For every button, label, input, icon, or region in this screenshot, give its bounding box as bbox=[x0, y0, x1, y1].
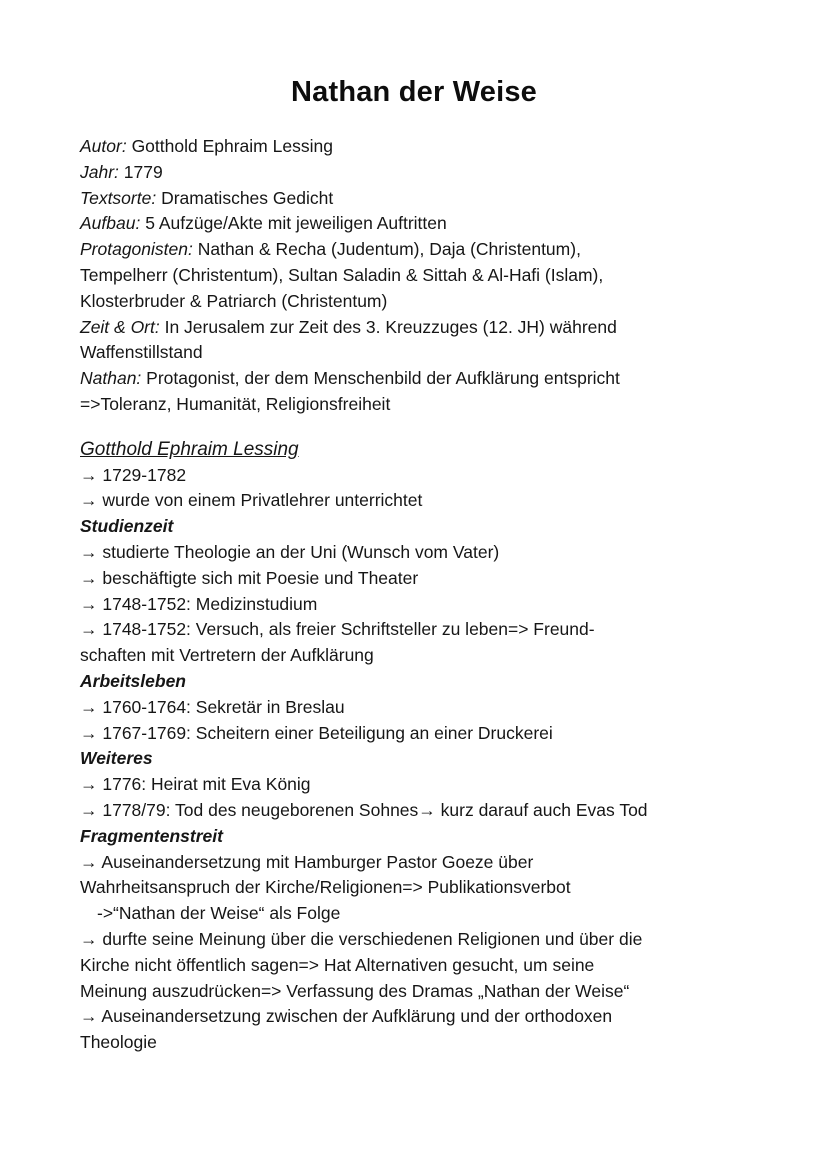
text-line bbox=[80, 186, 750, 212]
text-segment: → 1729-1782 bbox=[80, 464, 187, 485]
text-segment: → 1748-1752: Medizinstudium bbox=[80, 593, 318, 614]
text-segment: → beschäftigte sich mit Poesie und Theater bbox=[80, 567, 419, 588]
text-segment: Wahrheitsanspruch der Kirche/Religionen=> Publikationsverbot bbox=[80, 877, 571, 898]
text-segment: Klosterbruder & Patriarch (Christentum) bbox=[80, 290, 388, 311]
text-line bbox=[80, 1030, 750, 1056]
text-segment: → Auseinandersetzung zwischen der Aufklärung und der orthodoxen bbox=[80, 1006, 613, 1027]
text-line bbox=[80, 237, 750, 263]
subsection-heading bbox=[80, 514, 750, 540]
text-line bbox=[80, 340, 750, 366]
text-line bbox=[80, 366, 750, 392]
text-line bbox=[80, 850, 750, 876]
text-segment: Protagonisten: bbox=[80, 239, 193, 260]
text-segment: → wurde von einem Privatlehrer unterrichtet bbox=[80, 490, 423, 511]
text-line bbox=[80, 798, 750, 824]
text-segment: Protagonist, der dem Menschenbild der Aufklärung entspricht bbox=[141, 368, 620, 389]
text-line bbox=[80, 592, 750, 618]
text-line bbox=[80, 263, 750, 289]
document-body bbox=[80, 134, 750, 1056]
page-title: Nathan der Weise bbox=[290, 76, 538, 108]
text-segment: schaften mit Vertretern der Aufklärung bbox=[80, 645, 374, 666]
text-segment: ->“Nathan der Weise“ als Folge bbox=[97, 903, 341, 924]
text-segment: → 1748-1752: Versuch, als freier Schriftsteller zu leben=> Freund- bbox=[80, 619, 595, 640]
text-line bbox=[80, 160, 750, 186]
text-segment: Nathan: bbox=[80, 368, 142, 389]
text-line bbox=[80, 927, 750, 953]
text-segment: Weiteres bbox=[80, 748, 153, 769]
text-segment: Studienzeit bbox=[80, 516, 174, 537]
text-segment: → 1776: Heirat mit Eva König bbox=[80, 774, 311, 795]
text-line bbox=[80, 643, 750, 669]
text-segment: Textsorte: bbox=[80, 187, 157, 208]
section-heading bbox=[80, 437, 750, 463]
text-line bbox=[80, 540, 750, 566]
text-line bbox=[80, 901, 750, 927]
text-segment: 5 Aufzüge/Akte mit jeweiligen Auftritten bbox=[140, 213, 447, 234]
text-segment: Zeit & Ort: bbox=[80, 316, 160, 337]
text-segment: 1779 bbox=[118, 161, 163, 182]
subsection-heading bbox=[80, 669, 750, 695]
text-segment: Jahr: bbox=[80, 161, 119, 182]
subsection-heading bbox=[80, 746, 750, 772]
text-line bbox=[80, 695, 750, 721]
text-segment: Dramatisches Gedicht bbox=[156, 187, 334, 208]
text-segment: → 1767-1769: Scheitern einer Beteiligung an einer Druckerei bbox=[80, 722, 553, 743]
text-segment: Meinung auszudrücken=> Verfassung des Dramas „Nathan der Weise“ bbox=[80, 980, 630, 1001]
text-segment: Tempelherr (Christentum), Sultan Saladin & Sittah & Al-Hafi (Islam), bbox=[80, 264, 604, 285]
text-segment: → studierte Theologie an der Uni (Wunsch vom Vater) bbox=[80, 541, 500, 562]
text-segment: In Jerusalem zur Zeit des 3. Kreuzzuges (12. JH) während bbox=[159, 316, 617, 337]
text-segment: Fragmentenstreit bbox=[80, 825, 223, 846]
text-line bbox=[80, 979, 750, 1005]
text-segment: Arbeitsleben bbox=[80, 670, 186, 691]
text-line bbox=[80, 134, 750, 160]
text-segment: =>Toleranz, Humanität, Religionsfreiheit bbox=[80, 393, 391, 414]
text-line bbox=[80, 463, 750, 489]
text-segment: → 1778/79: Tod des neugeborenen Sohnes→ kurz darauf auch Evas Tod bbox=[80, 799, 648, 820]
text-segment: Aufbau: bbox=[80, 213, 141, 234]
text-line bbox=[80, 617, 750, 643]
text-line bbox=[80, 211, 750, 237]
text-segment: Waffenstillstand bbox=[80, 342, 203, 363]
text-segment: Gotthold Ephraim Lessing bbox=[80, 438, 299, 460]
text-segment: → durfte seine Meinung über die verschiedenen Religionen und über die bbox=[80, 928, 643, 949]
text-line bbox=[80, 1004, 750, 1030]
text-segment: Autor: bbox=[80, 136, 127, 156]
text-segment: → Auseinandersetzung mit Hamburger Pastor Goeze über bbox=[80, 851, 534, 872]
text-line bbox=[80, 488, 750, 514]
text-segment: → 1760-1764: Sekretär in Breslau bbox=[80, 696, 345, 717]
subsection-heading bbox=[80, 824, 750, 850]
text-line bbox=[80, 566, 750, 592]
text-line bbox=[80, 875, 750, 901]
text-segment: Nathan & Recha (Judentum), Daja (Christentum), bbox=[192, 239, 581, 260]
text-line bbox=[80, 772, 750, 798]
text-segment: Theologie bbox=[80, 1032, 157, 1053]
text-line bbox=[80, 392, 750, 418]
text-line bbox=[80, 289, 750, 315]
text-line bbox=[80, 953, 750, 979]
text-line bbox=[80, 721, 750, 747]
text-line bbox=[80, 315, 750, 341]
text-segment: Kirche nicht öffentlich sagen=> Hat Alternativen gesucht, um seine bbox=[80, 954, 595, 975]
text-segment: Gotthold Ephraim Lessing bbox=[126, 136, 333, 156]
